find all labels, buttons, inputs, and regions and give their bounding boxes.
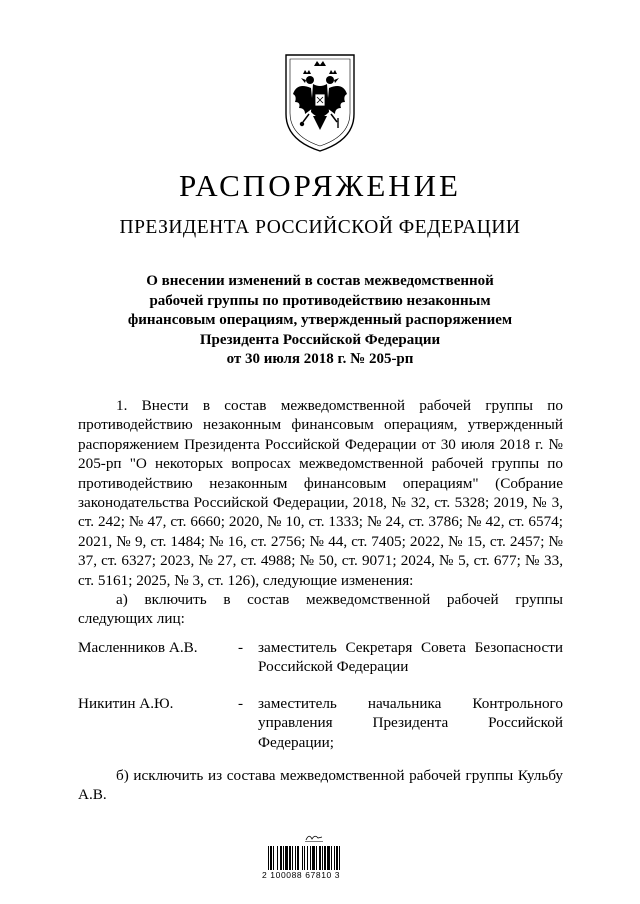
subparagraph-b: б) исключить из состава межведомственной рабочей группы Кульбу А.В. [78, 766, 563, 804]
barcode-bar [316, 846, 317, 870]
registration-stamp-icon [305, 832, 323, 842]
barcode-bar [336, 846, 338, 870]
barcode-bar [297, 846, 299, 870]
barcode-bar [280, 846, 282, 870]
person-dash: - [238, 694, 244, 712]
barcode-bar [307, 846, 308, 870]
title-line: от 30 июля 2018 г. № 205-рп [226, 351, 414, 368]
order-body [78, 396, 563, 805]
barcode-bar [304, 846, 305, 870]
barcode-bar [331, 846, 332, 870]
person-row [78, 694, 563, 752]
barcode-number: 2 100088 67810 3 [262, 870, 341, 880]
barcode-bar [283, 846, 284, 870]
barcode-icon [268, 846, 368, 870]
title-line: финансовым операциям, утвержденный распоряжением [127, 312, 513, 329]
barcode-bar [319, 846, 321, 870]
person-row [78, 638, 563, 677]
document-type: РАСПОРЯЖЕНИЕ [179, 168, 461, 203]
barcode-bar [339, 846, 340, 870]
barcode-bar [277, 846, 278, 870]
person-name: Никитин А.Ю. [78, 694, 174, 712]
state-emblem-icon [283, 52, 357, 154]
person-name: Масленников А.В. [78, 638, 198, 656]
barcode-bar [312, 846, 315, 870]
subparagraph-a: а) включить в состав межведомственной рабочей группы следующих лиц: [78, 591, 563, 628]
barcode-bar [302, 846, 303, 870]
title-line: рабочей группы по противодействию незаконным [149, 292, 491, 309]
barcode-bar [289, 846, 291, 870]
barcode-bar [295, 846, 296, 870]
title-line: Президента Российской Федерации [199, 331, 441, 348]
paragraph-item-1: 1. Внести в состав межведомственной рабочей группы по противодействию незаконным финансовым операциям, утвержденный распоряжением Президента Российской Федерации от 30 июля 2018 г. № 205-рп "О некоторых вопросах межведомственной рабочей группы по противодействию незаконным финансовым операциям" (Собрание законодательства Российской Федерации, 2018, № 32, ст. 5328; 2019, № 3, ст. 242; № 47, ст. 6660; 2020, № 10, ст. 1333; № 24, ст. 3786; № 42, ст. 6574; 2021, № 9, ст. 1484; № 16, ст. 2756; № 44, ст. 7405; 2022, № 15, ст. 2457; № 37, ст. 6327; 2023, № 27, ст. 4988; № 50, ст. 9071; 2024, № 5, ст. 677; № 33, ст. 5161; 2025, № 3, ст. 126), следующие изменения: [78, 397, 563, 589]
barcode-bar [327, 846, 330, 870]
barcode-bar [292, 846, 293, 870]
barcode-bar [285, 846, 288, 870]
person-dash: - [238, 638, 244, 656]
barcode-bar [334, 846, 335, 870]
barcode-bar [322, 846, 323, 870]
issuer-title: ПРЕЗИДЕНТА РОССИЙСКОЙ ФЕДЕРАЦИИ [119, 217, 521, 238]
barcode-bar [273, 846, 274, 870]
barcode-bar [270, 846, 272, 870]
title-line: О внесении изменений в состав межведомственной [146, 273, 494, 289]
barcode-bar [268, 846, 269, 870]
person-position: заместитель начальника Контрольного управления Президента Российской Федерации; [258, 694, 563, 751]
person-position: заместитель Секретаря Совета Безопасности Российской Федерации [258, 638, 563, 676]
barcode-bar [310, 846, 311, 870]
order-title [110, 272, 530, 370]
barcode-bar [324, 846, 326, 870]
